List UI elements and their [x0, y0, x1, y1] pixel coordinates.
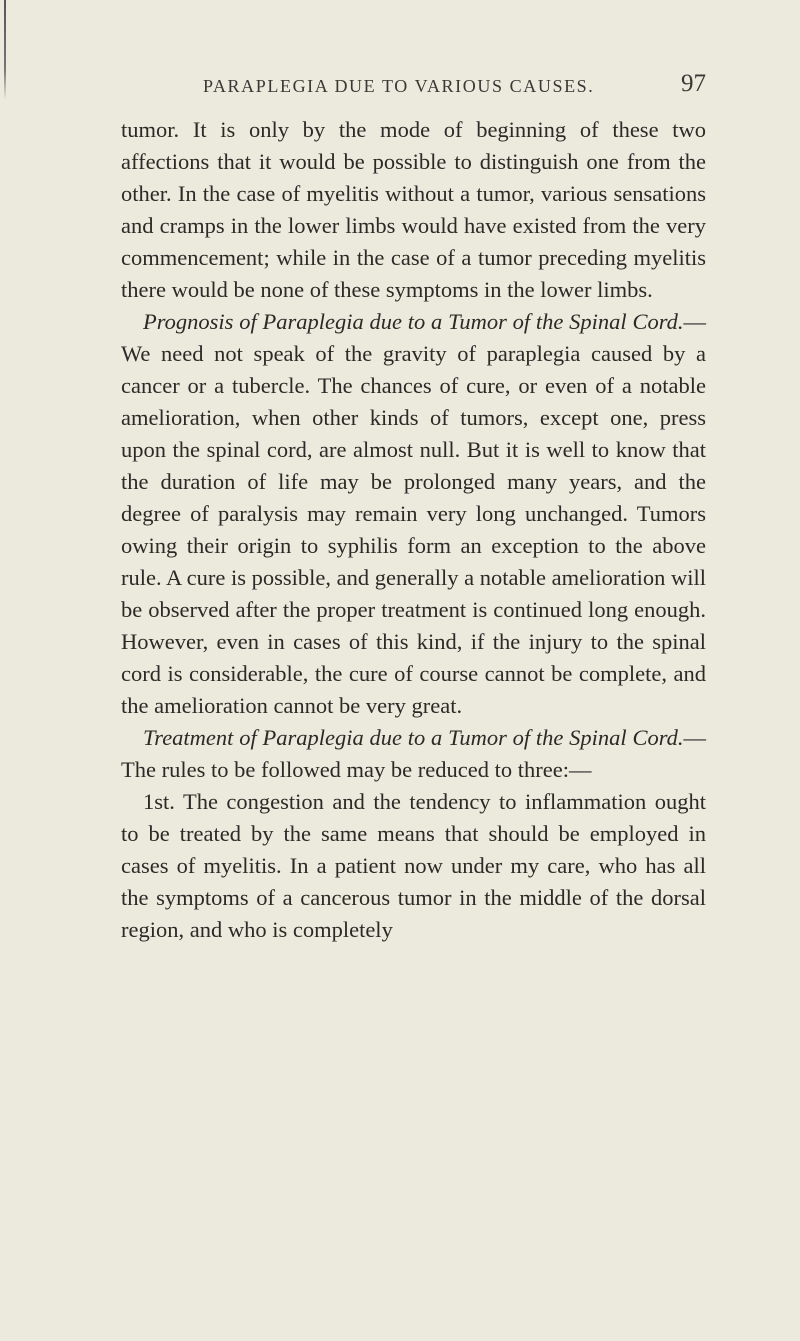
paragraph-treatment	[121, 722, 706, 786]
paragraph-treatment-text: —The rules to be followed may be reduced to three:—	[121, 725, 706, 782]
paragraph-first-rule: 1st. The congestion and the tendency to inflammation ought to be treated by the same means that should be employed in cases of myelitis. In a patient now under my care, who has all the symptoms of a cancerous tumor in the middle of the dorsal region, and who is completely	[121, 789, 706, 942]
paragraph-prognosis-text: —We need not speak of the gravity of paraplegia caused by a cancer or a tubercle. The chances of cure, or even of a notable amelioration, when other kinds of tumors, except one, press upon the spinal cord, are almost null. But it is well to know that the duration of life may be prolonged many years, and the degree of paralysis may remain very long unchanged. Tumors owing their origin to syphilis form an exception to the above rule. A cure is possible, and generally a notable amelioration will be observed after the proper treatment is continued long enough. However, even in cases of this kind, if the injury to the spinal cord is considerable, the cure of course cannot be complete, and the amelioration cannot be very great.	[121, 309, 706, 718]
section-heading-prognosis: Prognosis of Paraplegia due to a Tumor of the Spinal Cord.	[143, 309, 684, 334]
running-head	[121, 70, 706, 104]
section-heading-treatment: Treatment of Paraplegia due to a Tumor of the Spinal Cord.	[143, 725, 684, 750]
binding-edge-line	[4, 0, 6, 100]
book-page	[121, 70, 706, 946]
page-number: 97	[681, 70, 706, 97]
paragraph-continuation: tumor. It is only by the mode of beginning of these two affections that it would be possible to distinguish one from the other. In the case of myelitis without a tumor, various sensations and cramps in the lower limbs would have existed from the very commencement; while in the case of a tumor preceding myelitis there would be none of these symptoms in the lower limbs.	[121, 117, 706, 302]
body-text	[121, 114, 706, 946]
paragraph-prognosis	[121, 306, 706, 722]
running-title: PARAPLEGIA DUE TO VARIOUS CAUSES.	[203, 76, 595, 96]
